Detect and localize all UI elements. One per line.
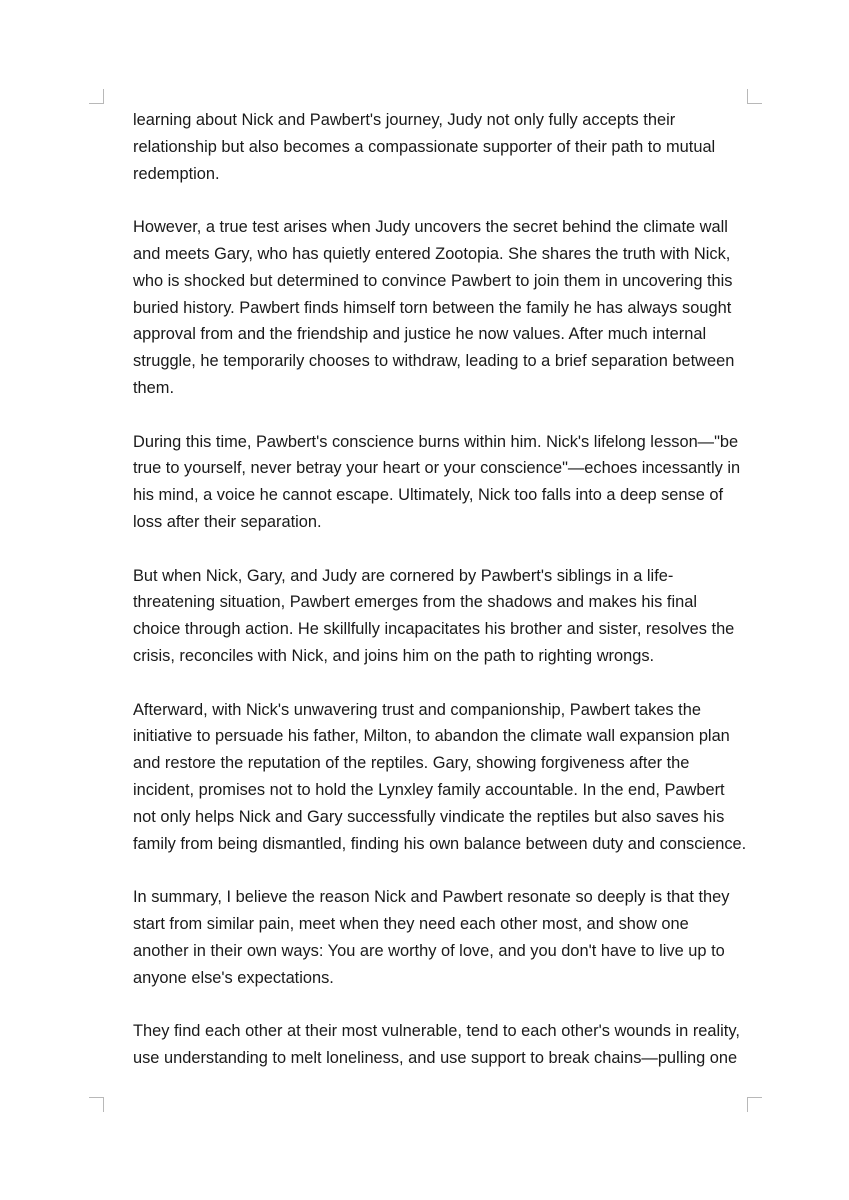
paragraph: But when Nick, Gary, and Judy are cornered by Pawbert's siblings in a life-threatening situation, Pawbert emerges from the shadows and makes his final choice through action. He skillfully incapacitates his brother and sister, resolves the crisis, reconciles with Nick, and joins him on the path to righting wrongs. bbox=[133, 566, 735, 665]
paragraph: They find each other at their most vulnerable, tend to each other's wounds in reality, use understanding to melt loneliness, and use support to break chains—pulling one bbox=[133, 1022, 740, 1067]
paragraph: In summary, I believe the reason Nick and Pawbert resonate so deeply is that they start from similar pain, meet when they need each other most, and show one another in their own ways: You are worthy of love, and you don't have to live up to anyone else's expectations. bbox=[133, 888, 730, 987]
paragraph: learning about Nick and Pawbert's journey, Judy not only fully accepts their relationship but also becomes a compassionate supporter of their path to mutual redemption. bbox=[133, 111, 716, 183]
margin-corner-mark-top-left bbox=[89, 89, 104, 104]
document-body[interactable] bbox=[133, 107, 747, 1072]
margin-corner-mark-bottom-left bbox=[89, 1097, 104, 1112]
paragraph: During this time, Pawbert's conscience burns within him. Nick's lifelong lesson—"be true to yourself, never betray your heart or your conscience"—echoes incessantly in his mind, a voice he cannot escape. Ultimately, Nick too falls into a deep sense of loss after their separation. bbox=[133, 432, 741, 531]
paragraph: Afterward, with Nick's unwavering trust and companionship, Pawbert takes the initiative to persuade his father, Milton, to abandon the climate wall expansion plan and restore the reputation of the reptiles. Gary, showing forgiveness after the incident, promises not to hold the Lynxley family accountable. In the end, Pawbert not only helps Nick and Gary successfully vindicate the reptiles but also saves his family from being dismantled, finding his own balance between duty and conscience. bbox=[133, 700, 747, 853]
paragraph: However, a true test arises when Judy uncovers the secret behind the climate wall and meets Gary, who has quietly entered Zootopia. She shares the truth with Nick, who is shocked but determined to convince Pawbert to join them in uncovering this buried history. Pawbert finds himself torn between the family he has always sought approval from and the friendship and justice he now values. After much internal struggle, he temporarily chooses to withdraw, leading to a brief separation between them. bbox=[133, 218, 735, 397]
margin-corner-mark-top-right bbox=[747, 89, 762, 104]
margin-corner-mark-bottom-right bbox=[747, 1097, 762, 1112]
